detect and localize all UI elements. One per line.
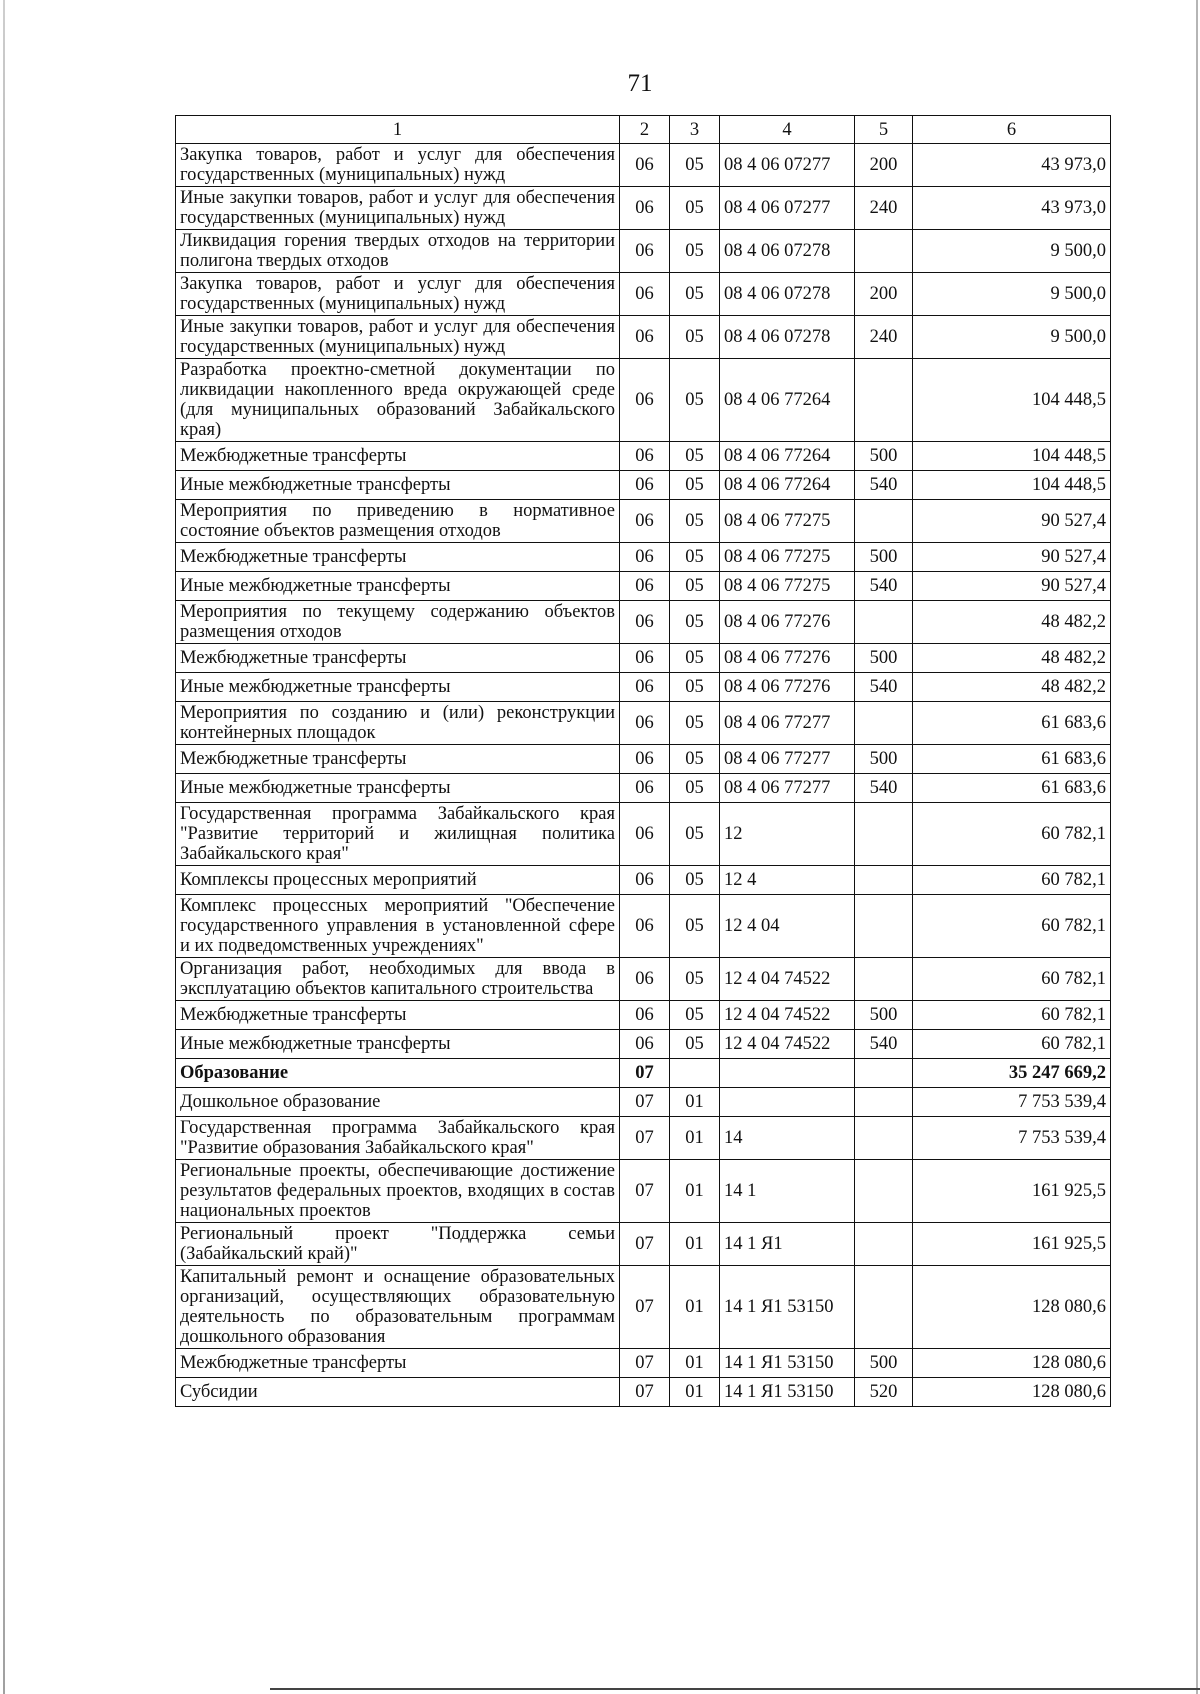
- header-col-6: 6: [913, 116, 1111, 144]
- row-name: Государственная программа Забайкальского края "Развитие образования Забайкальского края": [176, 1117, 620, 1160]
- row-name: Межбюджетные трансферты: [176, 543, 620, 572]
- row-name: Межбюджетные трансферты: [176, 745, 620, 774]
- row-subsection: 05: [670, 601, 720, 644]
- table-row: [176, 895, 1111, 958]
- row-expense-type: [855, 958, 913, 1001]
- row-target-article: [720, 1088, 855, 1117]
- row-section: 07: [620, 1059, 670, 1088]
- row-name: Иные межбюджетные трансферты: [176, 471, 620, 500]
- row-amount: 43 973,0: [913, 187, 1111, 230]
- row-amount: 7 753 539,4: [913, 1088, 1111, 1117]
- table-row: [176, 1001, 1111, 1030]
- row-target-article: 12: [720, 803, 855, 866]
- row-subsection: 05: [670, 644, 720, 673]
- row-amount: 90 527,4: [913, 572, 1111, 601]
- row-section: 06: [620, 187, 670, 230]
- row-expense-type: [855, 1160, 913, 1223]
- row-amount: 48 482,2: [913, 601, 1111, 644]
- row-expense-type: 500: [855, 543, 913, 572]
- row-target-article: 08 4 06 77264: [720, 471, 855, 500]
- row-subsection: 05: [670, 471, 720, 500]
- row-amount: 35 247 669,2: [913, 1059, 1111, 1088]
- row-target-article: 14 1 Я1 53150: [720, 1349, 855, 1378]
- row-name: Мероприятия по текущему содержанию объектов размещения отходов: [176, 601, 620, 644]
- row-expense-type: [855, 359, 913, 442]
- row-name: Мероприятия по приведению в нормативное состояние объектов размещения отходов: [176, 500, 620, 543]
- row-section: 06: [620, 895, 670, 958]
- table-row: [176, 500, 1111, 543]
- row-amount: 128 080,6: [913, 1266, 1111, 1349]
- row-name: Иные межбюджетные трансферты: [176, 673, 620, 702]
- row-section: 06: [620, 316, 670, 359]
- row-amount: 9 500,0: [913, 273, 1111, 316]
- row-expense-type: 240: [855, 316, 913, 359]
- row-name: Межбюджетные трансферты: [176, 644, 620, 673]
- row-section: 07: [620, 1117, 670, 1160]
- row-name: Региональные проекты, обеспечивающие достижение результатов федеральных проектов, входящих в состав национальных проектов: [176, 1160, 620, 1223]
- row-subsection: 05: [670, 1030, 720, 1059]
- row-amount: 60 782,1: [913, 958, 1111, 1001]
- row-amount: 60 782,1: [913, 803, 1111, 866]
- table-row: [176, 543, 1111, 572]
- row-amount: 161 925,5: [913, 1160, 1111, 1223]
- row-expense-type: [855, 803, 913, 866]
- scan-edge-right: [1196, 0, 1198, 1694]
- row-section: 06: [620, 442, 670, 471]
- row-subsection: 01: [670, 1266, 720, 1349]
- row-name: Межбюджетные трансферты: [176, 442, 620, 471]
- row-target-article: 14 1 Я1 53150: [720, 1266, 855, 1349]
- table-row: [176, 702, 1111, 745]
- row-amount: 90 527,4: [913, 500, 1111, 543]
- row-expense-type: 200: [855, 273, 913, 316]
- row-section: 06: [620, 572, 670, 601]
- row-name: Мероприятия по созданию и (или) реконструкции контейнерных площадок: [176, 702, 620, 745]
- row-section: 06: [620, 500, 670, 543]
- row-section: 06: [620, 1030, 670, 1059]
- row-amount: 60 782,1: [913, 1030, 1111, 1059]
- table-row: [176, 1266, 1111, 1349]
- row-expense-type: [855, 866, 913, 895]
- row-amount: 60 782,1: [913, 1001, 1111, 1030]
- row-subsection: 05: [670, 803, 720, 866]
- row-expense-type: 520: [855, 1378, 913, 1407]
- row-section: 06: [620, 601, 670, 644]
- row-expense-type: 540: [855, 673, 913, 702]
- row-section: 06: [620, 230, 670, 273]
- row-subsection: 05: [670, 273, 720, 316]
- row-name: Субсидии: [176, 1378, 620, 1407]
- table-row: [176, 1160, 1111, 1223]
- row-name: Капитальный ремонт и оснащение образовательных организаций, осуществляющих образовательную деятельность по образовательным программам дошкольного образования: [176, 1266, 620, 1349]
- row-section: 07: [620, 1088, 670, 1117]
- table-row: [176, 644, 1111, 673]
- row-subsection: 01: [670, 1088, 720, 1117]
- row-target-article: 08 4 06 77277: [720, 774, 855, 803]
- row-amount: 104 448,5: [913, 471, 1111, 500]
- row-subsection: 05: [670, 144, 720, 187]
- row-amount: 43 973,0: [913, 144, 1111, 187]
- row-name: Комплексы процессных мероприятий: [176, 866, 620, 895]
- row-expense-type: 540: [855, 1030, 913, 1059]
- row-expense-type: [855, 1117, 913, 1160]
- row-section: 06: [620, 774, 670, 803]
- row-name: Иные закупки товаров, работ и услуг для обеспечения государственных (муниципальных) нужд: [176, 316, 620, 359]
- row-target-article: 14: [720, 1117, 855, 1160]
- row-name: Разработка проектно-сметной документации по ликвидации накопленного вреда окружающей среде (для муниципальных образований Забайкальского края): [176, 359, 620, 442]
- row-target-article: 12 4 04 74522: [720, 1001, 855, 1030]
- row-section: 07: [620, 1223, 670, 1266]
- row-name: Комплекс процессных мероприятий "Обеспечение государственного управления в установленной сфере и их подведомственных учреждениях": [176, 895, 620, 958]
- row-target-article: 08 4 06 77276: [720, 673, 855, 702]
- row-amount: 161 925,5: [913, 1223, 1111, 1266]
- row-name: Дошкольное образование: [176, 1088, 620, 1117]
- row-section: 06: [620, 702, 670, 745]
- row-target-article: 14 1 Я1 53150: [720, 1378, 855, 1407]
- table-row: [176, 1088, 1111, 1117]
- row-amount: 128 080,6: [913, 1349, 1111, 1378]
- row-subsection: 01: [670, 1349, 720, 1378]
- row-expense-type: 500: [855, 1001, 913, 1030]
- row-target-article: 12 4 04 74522: [720, 958, 855, 1001]
- row-amount: 90 527,4: [913, 543, 1111, 572]
- table-row: [176, 866, 1111, 895]
- row-target-article: 12 4: [720, 866, 855, 895]
- header-col-3: 3: [670, 116, 720, 144]
- table-row: [176, 601, 1111, 644]
- row-subsection: [670, 1059, 720, 1088]
- row-section: 07: [620, 1160, 670, 1223]
- row-target-article: 12 4 04: [720, 895, 855, 958]
- table-row: [176, 273, 1111, 316]
- row-subsection: 05: [670, 1001, 720, 1030]
- row-section: 06: [620, 803, 670, 866]
- table-row: [176, 958, 1111, 1001]
- row-amount: 48 482,2: [913, 644, 1111, 673]
- row-expense-type: [855, 1223, 913, 1266]
- row-name: Организация работ, необходимых для ввода в эксплуатацию объектов капитального строительства: [176, 958, 620, 1001]
- row-section: 06: [620, 866, 670, 895]
- scan-edge-bottom: [270, 1688, 1200, 1690]
- header-col-4: 4: [720, 116, 855, 144]
- row-name: Иные закупки товаров, работ и услуг для обеспечения государственных (муниципальных) нужд: [176, 187, 620, 230]
- table-row: [176, 803, 1111, 866]
- row-name: Иные межбюджетные трансферты: [176, 572, 620, 601]
- row-target-article: 08 4 06 77277: [720, 702, 855, 745]
- row-subsection: 01: [670, 1160, 720, 1223]
- table-header-row: [176, 116, 1111, 144]
- row-section: 06: [620, 471, 670, 500]
- row-subsection: 01: [670, 1378, 720, 1407]
- row-name: Межбюджетные трансферты: [176, 1349, 620, 1378]
- row-expense-type: [855, 1266, 913, 1349]
- row-name: Ликвидация горения твердых отходов на территории полигона твердых отходов: [176, 230, 620, 273]
- row-target-article: 08 4 06 77275: [720, 500, 855, 543]
- row-target-article: 08 4 06 07277: [720, 144, 855, 187]
- row-subsection: 05: [670, 572, 720, 601]
- table-row: [176, 187, 1111, 230]
- table-row: [176, 316, 1111, 359]
- row-section: 07: [620, 1349, 670, 1378]
- row-target-article: 08 4 06 77275: [720, 572, 855, 601]
- row-amount: 61 683,6: [913, 774, 1111, 803]
- table-row: [176, 1117, 1111, 1160]
- row-target-article: 08 4 06 07277: [720, 187, 855, 230]
- table-row: [176, 745, 1111, 774]
- row-expense-type: 240: [855, 187, 913, 230]
- row-subsection: 05: [670, 316, 720, 359]
- header-col-2: 2: [620, 116, 670, 144]
- row-name: Региональный проект "Поддержка семьи (Забайкальский край)": [176, 1223, 620, 1266]
- row-amount: 104 448,5: [913, 442, 1111, 471]
- row-section: 06: [620, 673, 670, 702]
- row-subsection: 05: [670, 895, 720, 958]
- row-amount: 104 448,5: [913, 359, 1111, 442]
- row-subsection: 05: [670, 774, 720, 803]
- budget-table: [175, 115, 1111, 1407]
- page-number: 71: [627, 70, 653, 97]
- row-section: 06: [620, 644, 670, 673]
- table-row: [176, 774, 1111, 803]
- row-section: 06: [620, 273, 670, 316]
- row-target-article: 08 4 06 07278: [720, 230, 855, 273]
- header-col-1: 1: [176, 116, 620, 144]
- row-target-article: 08 4 06 77277: [720, 745, 855, 774]
- scan-edge-left: [3, 0, 5, 1694]
- row-expense-type: 500: [855, 442, 913, 471]
- table-row: [176, 1223, 1111, 1266]
- row-name: Закупка товаров, работ и услуг для обеспечения государственных (муниципальных) нужд: [176, 144, 620, 187]
- row-subsection: 05: [670, 230, 720, 273]
- row-expense-type: [855, 702, 913, 745]
- row-section: 06: [620, 359, 670, 442]
- row-subsection: 05: [670, 702, 720, 745]
- row-section: 06: [620, 543, 670, 572]
- table-row: [176, 572, 1111, 601]
- row-amount: 61 683,6: [913, 745, 1111, 774]
- row-expense-type: 500: [855, 1349, 913, 1378]
- row-expense-type: [855, 500, 913, 543]
- row-expense-type: [855, 1059, 913, 1088]
- row-amount: 48 482,2: [913, 673, 1111, 702]
- row-expense-type: 500: [855, 644, 913, 673]
- row-target-article: 08 4 06 77276: [720, 644, 855, 673]
- row-target-article: 14 1 Я1: [720, 1223, 855, 1266]
- row-section: 06: [620, 144, 670, 187]
- row-expense-type: [855, 895, 913, 958]
- row-expense-type: 500: [855, 745, 913, 774]
- table-row: [176, 1378, 1111, 1407]
- row-name: Закупка товаров, работ и услуг для обеспечения государственных (муниципальных) нужд: [176, 273, 620, 316]
- row-target-article: 08 4 06 77264: [720, 442, 855, 471]
- table-row: [176, 442, 1111, 471]
- row-section: 06: [620, 958, 670, 1001]
- row-target-article: 12 4 04 74522: [720, 1030, 855, 1059]
- row-section: 06: [620, 745, 670, 774]
- row-subsection: 05: [670, 958, 720, 1001]
- row-subsection: 05: [670, 673, 720, 702]
- row-amount: 61 683,6: [913, 702, 1111, 745]
- row-subsection: 05: [670, 500, 720, 543]
- row-subsection: 05: [670, 442, 720, 471]
- row-section: 07: [620, 1378, 670, 1407]
- row-target-article: 08 4 06 77276: [720, 601, 855, 644]
- row-amount: 7 753 539,4: [913, 1117, 1111, 1160]
- row-subsection: 05: [670, 866, 720, 895]
- table-row: [176, 1030, 1111, 1059]
- table-row: [176, 144, 1111, 187]
- row-name: Государственная программа Забайкальского края "Развитие территорий и жилищная политика Забайкальского края": [176, 803, 620, 866]
- row-amount: 60 782,1: [913, 895, 1111, 958]
- table-row: [176, 1059, 1111, 1088]
- row-target-article: 08 4 06 77275: [720, 543, 855, 572]
- table-row: [176, 359, 1111, 442]
- row-expense-type: 200: [855, 144, 913, 187]
- row-target-article: 08 4 06 77264: [720, 359, 855, 442]
- row-subsection: 05: [670, 543, 720, 572]
- row-expense-type: 540: [855, 774, 913, 803]
- row-target-article: 14 1: [720, 1160, 855, 1223]
- row-amount: 60 782,1: [913, 866, 1111, 895]
- row-expense-type: [855, 230, 913, 273]
- row-name: Межбюджетные трансферты: [176, 1001, 620, 1030]
- row-name: Образование: [176, 1059, 620, 1088]
- row-name: Иные межбюджетные трансферты: [176, 1030, 620, 1059]
- row-amount: 9 500,0: [913, 316, 1111, 359]
- row-subsection: 01: [670, 1223, 720, 1266]
- table-row: [176, 1349, 1111, 1378]
- row-subsection: 05: [670, 745, 720, 774]
- table-body: [176, 144, 1111, 1407]
- row-expense-type: [855, 1088, 913, 1117]
- row-section: 07: [620, 1266, 670, 1349]
- table-row: [176, 471, 1111, 500]
- row-expense-type: [855, 601, 913, 644]
- row-amount: 9 500,0: [913, 230, 1111, 273]
- row-expense-type: 540: [855, 572, 913, 601]
- header-col-5: 5: [855, 116, 913, 144]
- row-expense-type: 540: [855, 471, 913, 500]
- row-target-article: 08 4 06 07278: [720, 316, 855, 359]
- row-subsection: 01: [670, 1117, 720, 1160]
- row-target-article: [720, 1059, 855, 1088]
- row-amount: 128 080,6: [913, 1378, 1111, 1407]
- row-subsection: 05: [670, 187, 720, 230]
- row-section: 06: [620, 1001, 670, 1030]
- row-target-article: 08 4 06 07278: [720, 273, 855, 316]
- row-name: Иные межбюджетные трансферты: [176, 774, 620, 803]
- table-row: [176, 673, 1111, 702]
- table-row: [176, 230, 1111, 273]
- row-subsection: 05: [670, 359, 720, 442]
